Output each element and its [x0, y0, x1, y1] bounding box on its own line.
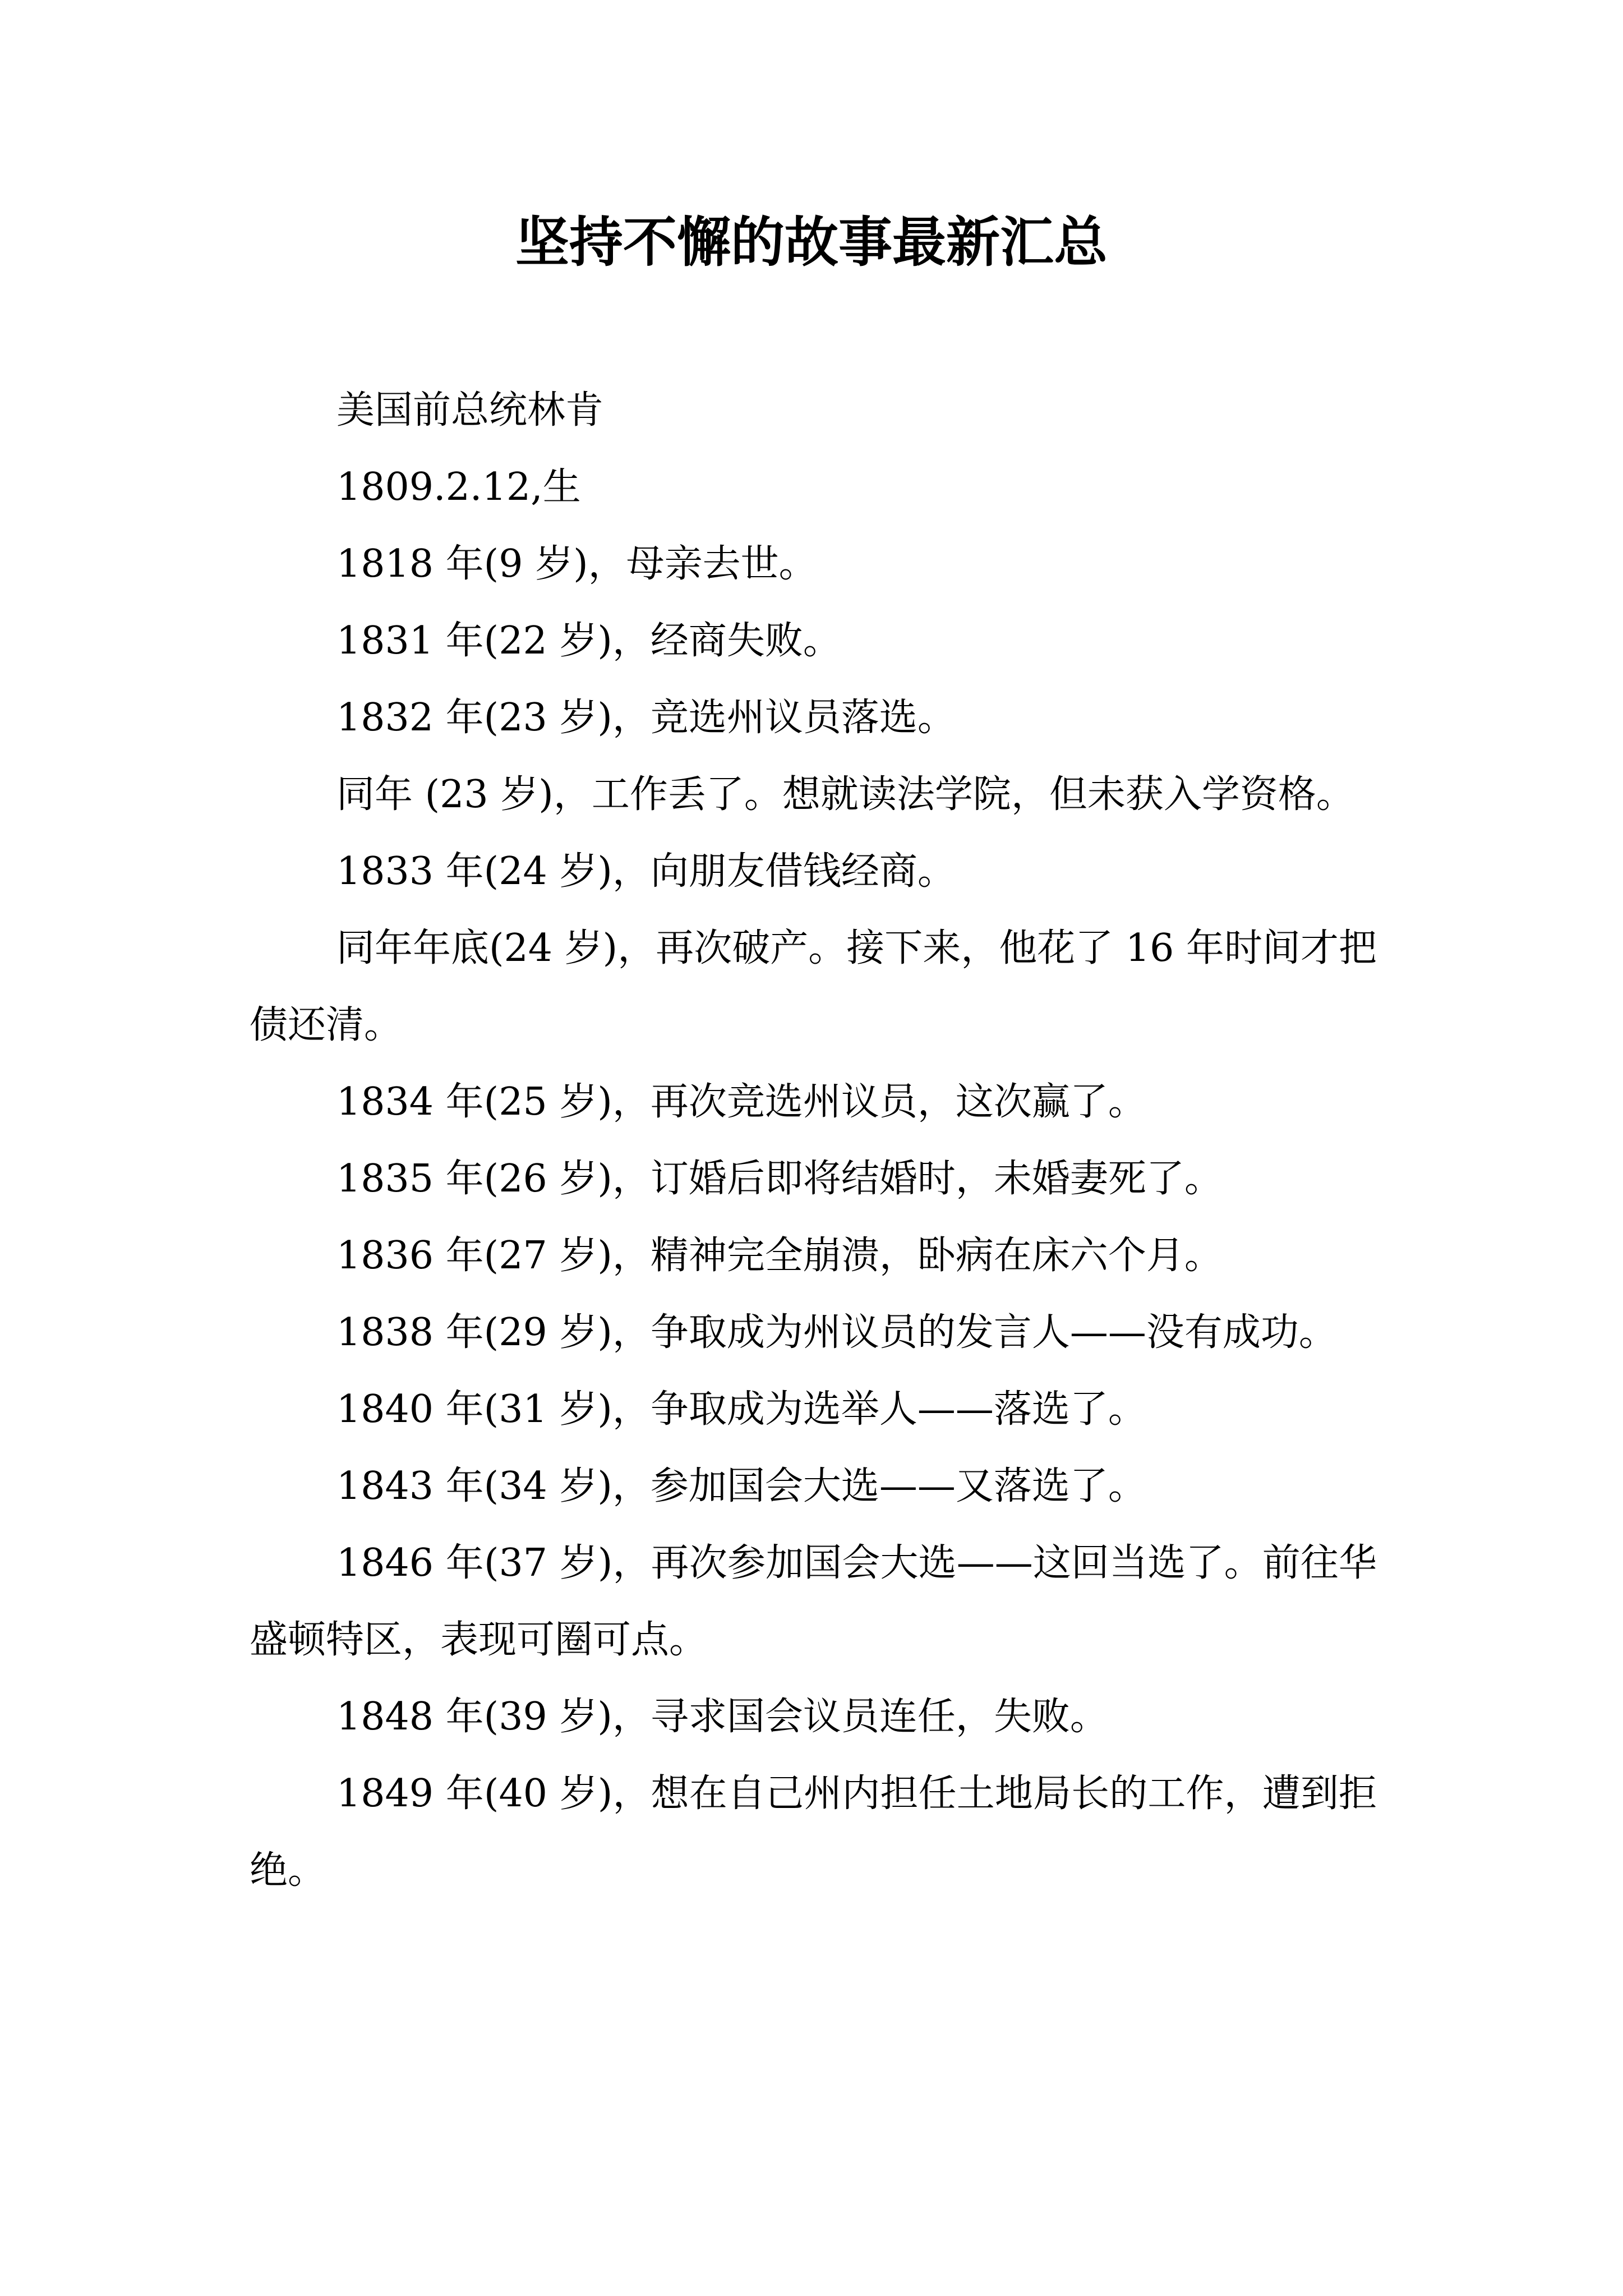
paragraph: 1838 年(29 岁)，争取成为州议员的发言人——没有成功。 — [336, 1310, 1337, 1355]
paragraph: 美国前总统林肯 — [336, 388, 604, 432]
paragraph: 同年 (23 岁)，工作丢了。想就读法学院，但未获入学资格。 — [336, 772, 1354, 817]
paragraph: 1840 年(31 岁)，争取成为选举人——落选了。 — [336, 1387, 1146, 1432]
paragraph: 1846 年(37 岁)，再次参加国会大选——这回当选了。前往华盛顿特区，表现可圈可点。 — [250, 1541, 1377, 1662]
paragraph: 1843 年(34 岁)，参加国会大选——又落选了。 — [336, 1464, 1146, 1508]
paragraph: 1831 年(22 岁)，经商失败。 — [336, 619, 841, 663]
paragraph: 同年年底(24 岁)，再次破产。接下来，他花了 16 年时间才把债还清。 — [250, 926, 1377, 1047]
paragraph: 1832 年(23 岁)，竞选州议员落选。 — [336, 696, 956, 740]
paragraph: 1836 年(27 岁)，精神完全崩溃，卧病在床六个月。 — [336, 1234, 1223, 1278]
paragraph: 1848 年(39 岁)，寻求国会议员连任，失败。 — [336, 1695, 1108, 1739]
paragraph: 1833 年(24 岁)，向朋友借钱经商。 — [336, 849, 956, 894]
paragraph: 1818 年(9 岁)，母亲去世。 — [336, 542, 817, 586]
paragraph: 1809.2.12,生 — [336, 465, 581, 509]
paragraph: 1849 年(40 岁)，想在自己州内担任土地局长的工作，遭到拒绝。 — [250, 1772, 1377, 1893]
paragraph: 1835 年(26 岁)，订婚后即将结婚时，未婚妻死了。 — [336, 1157, 1223, 1201]
document-body — [250, 372, 1377, 1909]
document-title: 坚持不懈的故事最新汇总 — [515, 211, 1108, 274]
paragraph: 1834 年(25 岁)，再次竞选州议员，这次赢了。 — [336, 1080, 1146, 1124]
